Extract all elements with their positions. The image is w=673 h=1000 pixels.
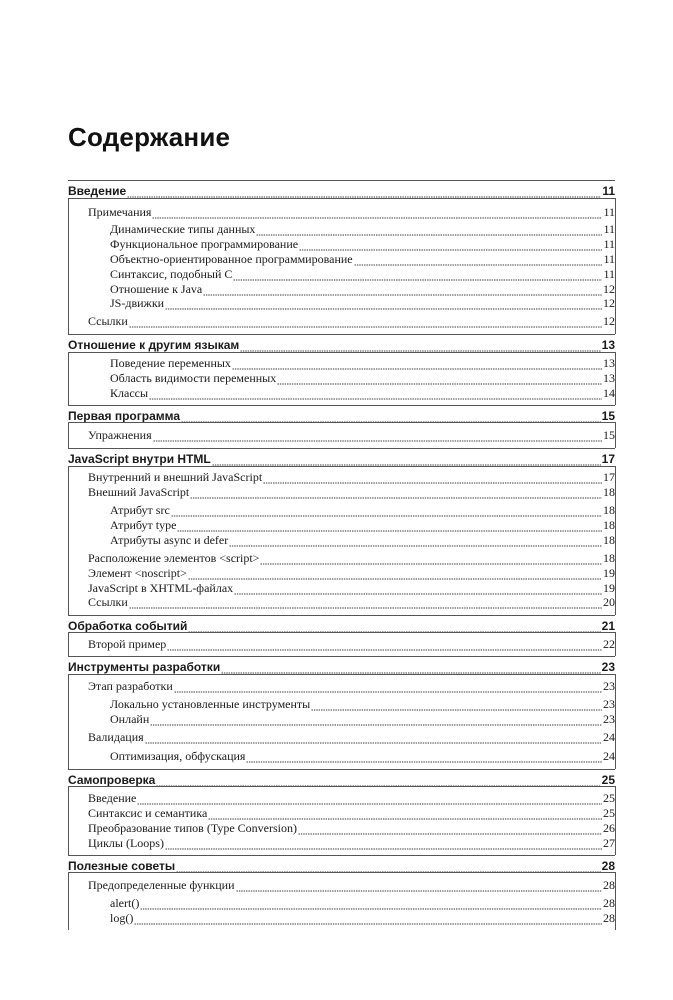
- dot-leader: [150, 716, 602, 726]
- toc-entry-title: Атрибуты async и defer: [110, 533, 229, 547]
- toc-entry-title: Самопроверка: [68, 773, 156, 787]
- toc-entry-title: Объектно-ориентированное программирование: [110, 252, 353, 266]
- dot-leader: [165, 300, 602, 310]
- toc-entry-title: Внутренний и внешний JavaScript: [88, 470, 263, 484]
- toc-entry-page: 28: [601, 859, 615, 873]
- toc-entry-title: Инструменты разработки: [68, 660, 221, 674]
- toc-entry[interactable]: [88, 470, 615, 484]
- toc-entry-title: Элемент <noscript>: [88, 566, 187, 580]
- toc-entry-page: 23: [603, 697, 615, 711]
- dot-leader: [229, 537, 602, 547]
- dot-leader: [240, 342, 600, 352]
- section-border: [615, 872, 616, 930]
- section-rule: [68, 422, 615, 423]
- dot-leader: [149, 390, 602, 400]
- toc-entry[interactable]: [88, 878, 615, 892]
- section-border: [615, 466, 616, 615]
- toc-entry[interactable]: [88, 637, 615, 651]
- toc-entry-page: 13: [603, 356, 615, 370]
- section-border: [615, 198, 616, 334]
- toc-entry[interactable]: [88, 551, 615, 565]
- toc-entry-title: Полезные советы: [68, 859, 176, 873]
- toc-entry-page: 25: [603, 806, 615, 820]
- section-border: [68, 674, 69, 769]
- section-rule: [68, 466, 615, 467]
- dot-leader: [153, 432, 602, 442]
- toc-entry[interactable]: [110, 386, 615, 400]
- dot-leader: [127, 188, 601, 198]
- toc-entry-page: 23: [603, 679, 615, 693]
- toc-entry-page: 22: [603, 637, 615, 651]
- dot-leader: [171, 507, 602, 517]
- toc-entry-title: Отношение к Java: [110, 282, 203, 296]
- toc-entry-page: 19: [603, 581, 615, 595]
- dot-leader: [263, 474, 602, 484]
- dot-leader: [233, 271, 602, 281]
- toc-entry[interactable]: [68, 859, 615, 873]
- toc-entry[interactable]: [110, 697, 615, 711]
- toc-entry-page: 23: [601, 660, 615, 674]
- toc-entry[interactable]: [68, 660, 615, 674]
- section-rule: [68, 448, 615, 449]
- toc-entry[interactable]: [110, 749, 615, 763]
- toc-entry-page: 11: [602, 184, 615, 198]
- toc-entry-title: Валидация: [88, 730, 144, 744]
- dot-leader: [256, 226, 602, 236]
- section-border: [615, 674, 616, 769]
- section-rule: [68, 615, 615, 616]
- toc-entry-title: Преобразование типов (Type Conversion): [88, 821, 297, 835]
- toc-entry-title: Локально установленные инструменты: [110, 697, 311, 711]
- dot-leader: [174, 683, 602, 693]
- section-border: [68, 786, 69, 855]
- toc-entry-page: 28: [603, 896, 615, 910]
- toc-entry-page: 25: [603, 791, 615, 805]
- toc-entry[interactable]: [88, 485, 615, 499]
- toc-entry-title: Отношение к другим языкам: [68, 338, 240, 352]
- toc-entry-title: Второй пример: [88, 637, 167, 651]
- toc-entry[interactable]: [88, 314, 615, 328]
- dot-leader: [203, 286, 602, 296]
- toc-entry-title: Введение: [88, 791, 137, 805]
- toc-entry[interactable]: [88, 679, 615, 693]
- toc-entry-title: Ссылки: [88, 314, 128, 328]
- toc-entry-title: Синтаксис, подобный C: [110, 267, 233, 281]
- section-border: [68, 872, 69, 930]
- toc-entry-page: 13: [601, 338, 615, 352]
- toc-entry-title: Первая программа: [68, 409, 181, 423]
- toc-entry[interactable]: [68, 773, 615, 787]
- dot-leader: [212, 456, 601, 466]
- toc-entry-title: Синтаксис и семантика: [88, 806, 208, 820]
- toc-entry[interactable]: [88, 836, 615, 850]
- dot-leader: [190, 489, 602, 499]
- toc-entry[interactable]: [68, 338, 615, 352]
- toc-entry-title: Примечания: [88, 205, 152, 219]
- dot-leader: [137, 795, 602, 805]
- toc-entry-page: 11: [603, 205, 615, 219]
- toc-entry-page: 12: [603, 282, 615, 296]
- section-border: [615, 352, 616, 405]
- toc-entry[interactable]: [88, 205, 615, 219]
- toc-entry[interactable]: [110, 533, 615, 547]
- toc-entry-title: Предопределенные функции: [88, 878, 235, 892]
- section-border: [68, 422, 69, 448]
- toc-entry-title: Атрибут type: [110, 518, 177, 532]
- section-border: [68, 466, 69, 615]
- section-rule: [68, 674, 615, 675]
- section-rule: [68, 769, 615, 770]
- toc-entry-title: Область видимости переменных: [110, 371, 277, 385]
- toc-entry-page: 14: [603, 386, 615, 400]
- toc-entry-page: 15: [603, 428, 615, 442]
- toc-entry-page: 25: [601, 773, 615, 787]
- section-rule: [68, 632, 615, 633]
- toc-entry[interactable]: [110, 371, 615, 385]
- page-title: Содержание: [68, 122, 231, 152]
- toc-entry-page: 19: [603, 566, 615, 580]
- toc-entry[interactable]: [110, 356, 615, 370]
- toc-entry-page: 18: [603, 485, 615, 499]
- toc-entry-title: log(): [110, 911, 134, 925]
- dot-leader: [221, 664, 600, 674]
- toc-entry-page: 18: [603, 518, 615, 532]
- toc-entry-title: Внешний JavaScript: [88, 485, 190, 499]
- toc-entry[interactable]: [88, 730, 615, 744]
- toc-entry[interactable]: [110, 896, 615, 910]
- toc-entry-page: 26: [603, 821, 615, 835]
- toc-entry-title: Функциональное программирование: [110, 237, 299, 251]
- dot-leader: [354, 256, 603, 266]
- dot-leader: [208, 810, 602, 820]
- toc-entry-title: Обработка событий: [68, 619, 188, 633]
- section-rule: [68, 334, 615, 335]
- toc-entry-title: Оптимизация, обфускация: [110, 749, 246, 763]
- toc-entry-page: 27: [603, 836, 615, 850]
- toc-entry[interactable]: [110, 252, 615, 266]
- toc-entry-page: 18: [603, 551, 615, 565]
- toc-entry[interactable]: [110, 296, 615, 310]
- section-rule: [68, 786, 615, 787]
- toc-entry-title: JS-движки: [110, 296, 165, 310]
- toc-entry-title: Этап разработки: [88, 679, 173, 693]
- toc-entry[interactable]: [110, 712, 615, 726]
- dot-leader: [236, 882, 602, 892]
- toc-entry-page: 24: [603, 749, 615, 763]
- toc-entry-page: 11: [603, 267, 615, 281]
- toc-entry-title: Онлайн: [110, 712, 150, 726]
- toc-entry[interactable]: [88, 791, 615, 805]
- dot-leader: [311, 701, 602, 711]
- dot-leader: [177, 522, 602, 532]
- toc-entry[interactable]: [68, 619, 615, 633]
- toc-entry-title: alert(): [110, 896, 140, 910]
- toc-entry[interactable]: [110, 237, 615, 251]
- dot-leader: [167, 641, 602, 651]
- dot-leader: [188, 570, 602, 580]
- toc-entry-title: Атрибут src: [110, 503, 170, 517]
- toc-entry[interactable]: [68, 184, 615, 198]
- dot-leader: [246, 753, 602, 763]
- toc-entry[interactable]: [88, 806, 615, 820]
- dot-leader: [134, 915, 602, 925]
- section-rule: [68, 180, 615, 181]
- dot-leader: [299, 241, 602, 251]
- dot-leader: [260, 555, 602, 565]
- toc-entry-page: 28: [603, 878, 615, 892]
- section-border: [615, 632, 616, 656]
- toc-entry-title: Классы: [110, 386, 149, 400]
- toc-entry[interactable]: [110, 222, 615, 236]
- toc-entry-title: Упражнения: [88, 428, 152, 442]
- toc-entry-title: JavaScript внутри HTML: [68, 452, 211, 466]
- toc-entry-page: 12: [603, 314, 615, 328]
- dot-leader: [277, 375, 602, 385]
- toc-entry-page: 18: [603, 533, 615, 547]
- toc-entry-page: 21: [601, 619, 615, 633]
- toc-entry[interactable]: [110, 267, 615, 281]
- toc-entry-title: Введение: [68, 184, 127, 198]
- toc-entry-title: Ссылки: [88, 595, 128, 609]
- section-rule: [68, 198, 615, 199]
- toc-entry[interactable]: [110, 282, 615, 296]
- toc-entry-page: 15: [601, 409, 615, 423]
- section-border: [68, 352, 69, 405]
- toc-entry[interactable]: [110, 911, 615, 925]
- toc-entry-title: Расположение элементов <script>: [88, 551, 260, 565]
- toc-entry-page: 13: [603, 371, 615, 385]
- toc-entry[interactable]: [88, 428, 615, 442]
- toc-entry-page: 11: [603, 237, 615, 251]
- toc-entry-page: 12: [603, 296, 615, 310]
- dot-leader: [140, 900, 602, 910]
- toc-entry-page: 18: [603, 503, 615, 517]
- section-border: [615, 422, 616, 448]
- dot-leader: [129, 318, 602, 328]
- section-rule: [68, 872, 615, 873]
- toc-entry-page: 20: [603, 595, 615, 609]
- section-border: [68, 198, 69, 334]
- dot-leader: [298, 825, 602, 835]
- section-rule: [68, 405, 615, 406]
- toc-entry[interactable]: [88, 566, 615, 580]
- dot-leader: [129, 599, 602, 609]
- toc-entry-page: 24: [603, 730, 615, 744]
- toc-entry[interactable]: [68, 409, 615, 423]
- dot-leader: [152, 209, 602, 219]
- section-rule: [68, 656, 615, 657]
- toc-entry[interactable]: [88, 595, 615, 609]
- section-rule: [68, 855, 615, 856]
- dot-leader: [145, 734, 602, 744]
- toc-entry-title: Динамические типы данных: [110, 222, 256, 236]
- toc-entry-title: Циклы (Loops): [88, 836, 164, 850]
- dot-leader: [234, 585, 602, 595]
- section-rule: [68, 352, 615, 353]
- section-border: [615, 786, 616, 855]
- toc-entry[interactable]: [68, 452, 615, 466]
- toc-entry-page: 11: [603, 252, 615, 266]
- toc-entry-page: 11: [603, 222, 615, 236]
- toc-entry-title: JavaScript в XHTML-файлах: [88, 581, 234, 595]
- toc-entry-page: 28: [603, 911, 615, 925]
- toc-entry[interactable]: [88, 821, 615, 835]
- toc-entry-title: Поведение переменных: [110, 356, 231, 370]
- section-border: [68, 632, 69, 656]
- toc-entry-page: 23: [603, 712, 615, 726]
- dot-leader: [165, 840, 602, 850]
- toc-entry[interactable]: [110, 518, 615, 532]
- toc-entry[interactable]: [88, 581, 615, 595]
- toc-entry-page: 17: [603, 470, 615, 484]
- toc-entry-page: 17: [601, 452, 615, 466]
- dot-leader: [232, 360, 602, 370]
- toc-entry[interactable]: [110, 503, 615, 517]
